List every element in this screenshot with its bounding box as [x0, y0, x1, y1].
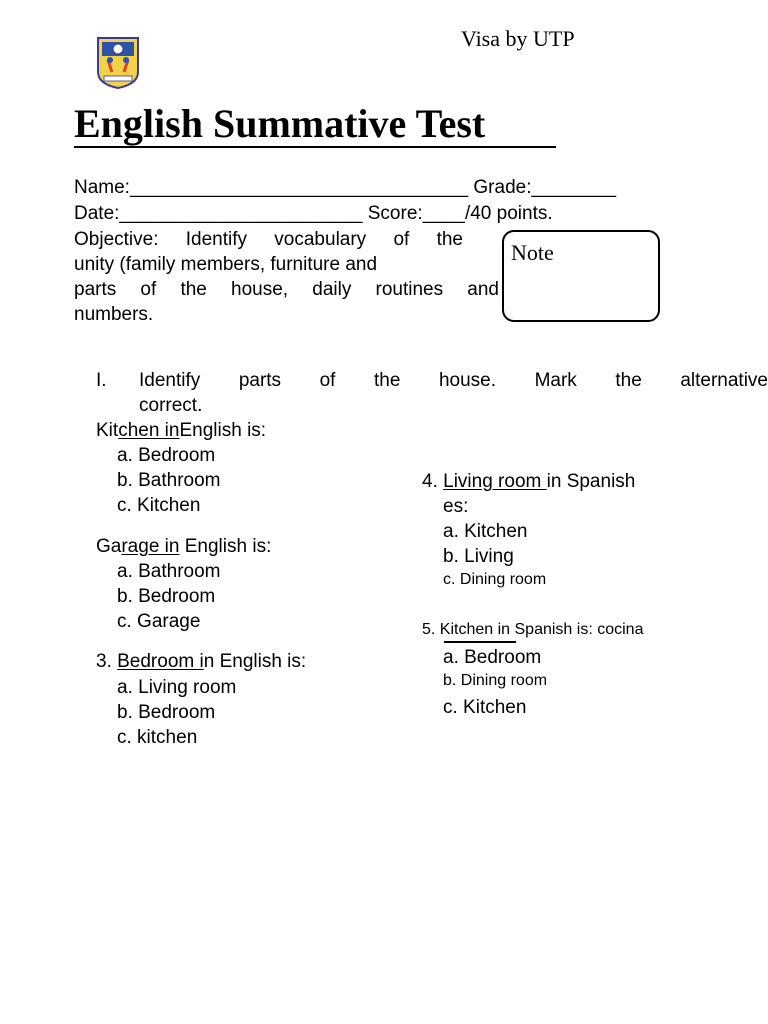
question-keyword: chen in [118, 420, 180, 441]
question-text: English is: [179, 420, 267, 441]
grade-field[interactable]: ________ [531, 177, 617, 198]
objective-line: unity (family members, furniture and [74, 254, 378, 275]
objective-line: numbers. [74, 304, 154, 325]
question-text: Kit [96, 420, 119, 441]
answer-option[interactable]: c. Garage [117, 611, 201, 632]
answer-option[interactable]: c. Dining room [443, 571, 547, 588]
answer-option[interactable]: c. Kitchen [117, 495, 201, 516]
question-text: English is: [179, 536, 272, 557]
answer-option[interactable]: b. Bedroom [117, 586, 216, 607]
page-title: English Summative Test [74, 101, 486, 146]
answer-option[interactable]: a. Bedroom [443, 647, 542, 668]
question-keyword: rage in [121, 536, 180, 557]
question-1 [96, 418, 266, 443]
instruction-word: the [374, 370, 401, 391]
question-text: n English is: [203, 651, 307, 672]
date-field[interactable]: _______________________ [119, 203, 363, 224]
visa-text: Visa by UTP [461, 26, 575, 51]
note-label: Note [511, 240, 554, 265]
instruction-word: Identify [139, 370, 201, 391]
school-logo [96, 36, 140, 90]
answer-option[interactable]: a. Living room [117, 677, 237, 698]
question-keyword: Bedroom i [117, 651, 204, 672]
question-text: in Spanish [546, 471, 636, 492]
answer-option[interactable]: a. Kitchen [443, 521, 528, 542]
section-number: I. [96, 370, 107, 391]
title-underline [74, 146, 556, 148]
instruction-line [139, 368, 768, 393]
answer-option[interactable]: c. Kitchen [443, 697, 527, 718]
answer-option[interactable]: b. Dining room [443, 672, 548, 689]
school-crest-icon [96, 36, 140, 90]
instruction-word: the [615, 370, 642, 391]
objective-line: Objective: Identify vocabulary of the [74, 229, 463, 250]
objective-line: parts of the house, daily routines and [74, 279, 499, 300]
question-5-underline [444, 641, 516, 643]
instruction-word: house. [438, 370, 497, 391]
name-label: Name: [74, 177, 130, 198]
answer-option[interactable]: c. kitchen [117, 727, 198, 748]
date-score-row [74, 201, 553, 226]
question-keyword: Living room [443, 471, 547, 492]
name-field[interactable]: ________________________________ [129, 177, 469, 198]
instruction-line2: correct. [139, 395, 203, 416]
score-suffix: /40 points. [464, 203, 553, 224]
answer-option[interactable]: a. Bedroom [117, 445, 216, 466]
grade-label: Grade: [473, 177, 532, 198]
answer-option[interactable]: b. Bathroom [117, 470, 221, 491]
question-3 [96, 649, 306, 674]
date-label: Date: [74, 203, 120, 224]
question-5: 5. Kitchen in Spanish is: cocina [422, 621, 644, 638]
instruction-word: parts [238, 370, 282, 391]
score-field[interactable]: ____ [422, 203, 465, 224]
question-4 [422, 469, 635, 494]
instruction-word: alternative [680, 370, 768, 391]
answer-option[interactable]: b. Bedroom [117, 702, 216, 723]
question-2 [96, 534, 271, 559]
answer-option[interactable]: a. Bathroom [117, 561, 221, 582]
answer-option[interactable]: b. Living [443, 546, 514, 567]
score-label: Score: [367, 203, 423, 224]
objective [74, 227, 499, 327]
instruction-word: of [319, 370, 336, 391]
name-grade-row [74, 175, 616, 200]
instruction-word: Mark [534, 370, 577, 391]
question-text: Ga [96, 536, 122, 557]
section-instruction [96, 368, 768, 418]
question-text: 4. [422, 471, 444, 492]
question-4-line2: es: [443, 496, 469, 517]
question-text: 3. [96, 651, 118, 672]
